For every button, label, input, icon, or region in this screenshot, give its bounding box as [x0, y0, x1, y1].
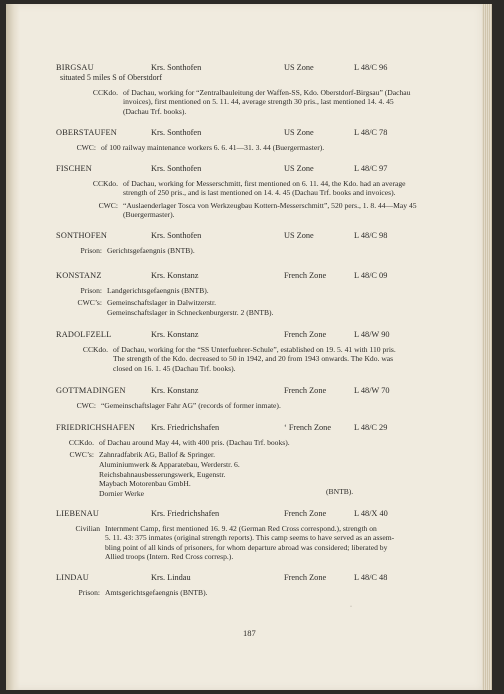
place-name: SONTHOFEN: [56, 231, 108, 240]
entry-birgsau: [56, 63, 476, 116]
detail-label: Civilian: [75, 524, 100, 533]
entry-gottmadingen: [56, 386, 476, 410]
map-reference: L 48/W 90: [354, 330, 390, 339]
detail-label: CWC:: [76, 401, 96, 410]
detail-label: CWC:: [98, 200, 118, 210]
place-name: FRIEDRICHSHAFEN: [56, 423, 136, 432]
page-binding-shadow: [6, 4, 20, 690]
detail-line: bling point of all kinds of prisoners, for whom departure abroad was considered; liberated by: [105, 542, 388, 552]
detail-label: Prison:: [80, 286, 102, 295]
detail-line: Gemeinschaftslager in Dalwitzerstr.: [107, 298, 217, 308]
entry-detail: [56, 450, 476, 498]
zone: French Zone: [284, 271, 327, 280]
zone: French Zone: [284, 386, 327, 395]
entry-detail: [56, 345, 476, 373]
zone-label: French Zone: [288, 423, 332, 432]
detail-line: (Dachau Trf. books).: [123, 106, 187, 116]
zone: French Zone: [284, 573, 327, 582]
detail-label: CCKdo.: [92, 88, 118, 97]
map-reference: L 48/C 97: [354, 164, 388, 173]
entry-detail: [56, 201, 476, 220]
detail-line: Reichsbahnausbesserungswerk, Eugenstr.: [99, 469, 226, 479]
detail-line: Landgerichtsgefaengnis (BNTB).: [107, 286, 209, 295]
entry-sonthofen: [56, 231, 476, 255]
detail-line: of Dachau around May 44, with 400 pris. (Dachau Trf. books).: [99, 438, 290, 447]
place-name: BIRGSAU: [56, 63, 94, 72]
entry-detail: [56, 88, 476, 116]
detail-line: Dornier Werke: [99, 488, 145, 498]
detail-line: strength of 250 pris., and is last mentioned on 14. 4. 45 (Dachau Trf. books and invoices).: [123, 188, 396, 198]
district: Krs. Konstanz: [151, 386, 199, 395]
entry-detail: [56, 524, 476, 562]
detail-line: Gemeinschaftslager in Schneckenburgerstr. 2 (BNTB).: [107, 307, 274, 317]
zone: French Zone: [284, 509, 327, 518]
map-reference: L 48/C 98: [354, 231, 388, 240]
district: Krs. Lindau: [151, 573, 191, 582]
detail-line: (Buergermaster).: [123, 210, 175, 220]
district: Krs. Konstanz: [151, 271, 199, 280]
detail-line: of 100 railway maintenance workers 6. 6. 41—31. 3. 44 (Buergermaster).: [101, 143, 325, 152]
map-reference: L 48/C 78: [354, 128, 388, 137]
map-reference: L 48/C 29: [354, 423, 388, 432]
entry-detail: [56, 438, 476, 447]
entry-detail: [56, 588, 476, 597]
district: Krs. Sonthofen: [151, 231, 202, 240]
zone-prefix-mark: ‘: [284, 423, 287, 432]
entry-detail: [56, 298, 476, 317]
place-name: OBERSTAUFEN: [56, 128, 118, 137]
district: Krs. Konstanz: [151, 330, 199, 339]
entry-detail: [56, 286, 476, 295]
detail-line: The strength of the Kdo. decreased to 50 in 1942, and 20 from 1943 onwards. The Kdo. was: [113, 354, 394, 364]
source-note: (BNTB).: [326, 487, 354, 496]
detail-label: Prison:: [78, 588, 100, 597]
detail-label: Prison:: [80, 246, 102, 255]
stray-mark: ·: [350, 604, 352, 610]
zone: US Zone: [284, 231, 314, 240]
district: Krs. Sonthofen: [151, 128, 202, 137]
detail-line: closed on 16. 1. 45 (Dachau Trf. books).: [113, 363, 236, 373]
map-reference: L 48/C 96: [354, 63, 388, 72]
page-number: 187: [243, 628, 256, 638]
detail-line: 5. 11. 43: 375 inmates (original strength reports). This camp seems to have served as an assem-: [105, 533, 395, 543]
place-name: RADOLFZELL: [56, 330, 112, 339]
map-reference: L 48/X 40: [354, 509, 388, 518]
detail-label: CWC:: [76, 143, 96, 152]
detail-label: CCKdo.: [82, 345, 108, 354]
detail-line: Aluminiumwerk & Apparatebau, Werderstr. 6.: [99, 460, 240, 469]
district: Krs. Friedrichshafen: [151, 423, 220, 432]
detail-line: invoices), first mentioned on 5. 11. 44, average strength 30 pris., last mentioned 14. 4. 45: [123, 97, 394, 107]
entry-detail: [56, 179, 476, 198]
entry-liebenau: [56, 509, 476, 562]
detail-line: Allied troops (Intern. Red Cross corresp.).: [105, 552, 234, 562]
entry-detail: [56, 246, 476, 255]
zone: US Zone: [284, 63, 314, 72]
book-page: [6, 4, 492, 690]
entry-detail: [56, 401, 476, 410]
detail-line: “Gemeinschaftslager Fahr AG” (records of former inmate).: [101, 401, 281, 410]
detail-line: “Auslaenderlager Tosca von Werkzeugbau Kottern-Messerschmitt”, 520 pers., 1. 8. 44—May 45: [123, 200, 417, 210]
place-name: GOTTMADINGEN: [56, 386, 126, 395]
entry-detail: [56, 143, 476, 152]
place-name: LIEBENAU: [56, 509, 100, 518]
detail-line: Gerichtsgefaengnis (BNTB).: [107, 246, 195, 255]
entry-friedrichshafen: [56, 423, 476, 498]
detail-line: of Dachau, working for “Zentralbauleitung der Waffen-SS, Kdo. Oberstdorf-Birgsau” (Dachau: [123, 88, 411, 97]
zone: French Zone: [284, 330, 327, 339]
detail-label: CWC’s:: [69, 450, 94, 460]
zone: US Zone: [284, 128, 314, 137]
zone: [284, 423, 331, 432]
page-fore-edge: [482, 4, 492, 690]
detail-line: of Dachau, working for the “SS Unterfuehrer-Schule”, established on 19. 5. 41 with 110 pris.: [113, 345, 396, 354]
place-name: KONSTANZ: [56, 271, 102, 280]
district: Krs. Friedrichshafen: [151, 509, 220, 518]
district: Krs. Sonthofen: [151, 63, 202, 72]
zone: US Zone: [284, 164, 314, 173]
location-note: situated 5 miles S of Oberstdorf: [60, 73, 162, 82]
entry-oberstaufen: [56, 128, 476, 152]
entry-fischen: [56, 164, 476, 220]
map-reference: L 48/C 09: [354, 271, 388, 280]
entry-konstanz: [56, 271, 476, 317]
detail-label: CWC’s:: [77, 298, 102, 308]
place-name: FISCHEN: [56, 164, 92, 173]
district: Krs. Sonthofen: [151, 164, 202, 173]
detail-label: CCKdo.: [68, 438, 94, 447]
detail-line: Amtsgerichtsgefaengnis (BNTB).: [105, 588, 208, 597]
detail-line: of Dachau, working for Messerschmitt, first mentioned on 6. 11. 44, the Kdo. had an average: [123, 179, 406, 188]
place-name: LINDAU: [56, 573, 89, 582]
detail-line: Zahnradfabrik AG, Ballof & Springer.: [99, 450, 215, 460]
detail-line: Maybach Motorenbau GmbH.: [99, 479, 191, 489]
map-reference: L 48/W 70: [354, 386, 390, 395]
detail-line: Internment Camp, first mentioned 16. 9. 42 (German Red Cross correspond.), strength on: [105, 524, 377, 533]
detail-label: CCKdo.: [92, 179, 118, 188]
entry-lindau: [56, 573, 476, 597]
entry-radolfzell: [56, 330, 476, 373]
map-reference: L 48/C 48: [354, 573, 388, 582]
